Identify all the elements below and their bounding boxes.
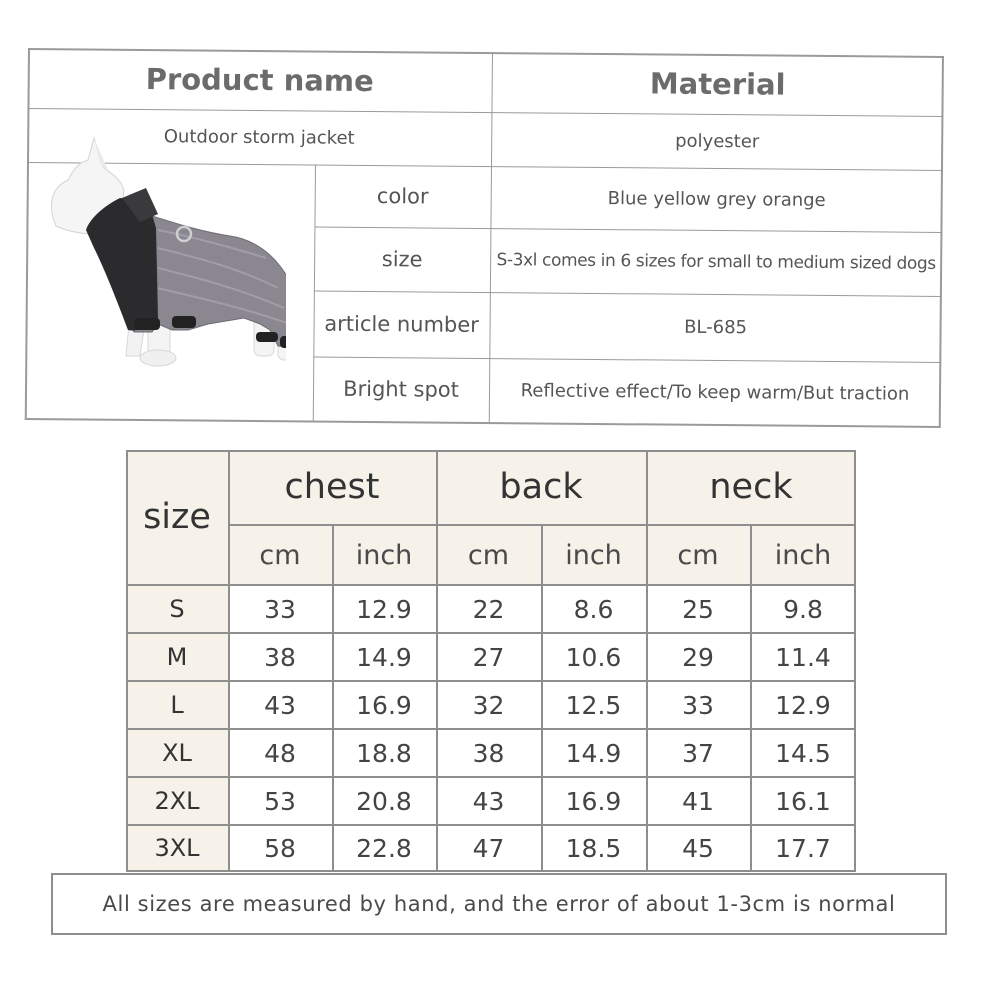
value-cell: 38 [472,738,505,768]
product-image [8,118,286,368]
value-cell: 14.5 [775,738,831,768]
value-cell: 33 [264,594,296,624]
back-header: back [499,467,583,507]
value-cell: 43 [264,690,296,720]
bright-spot-label: Bright spot [343,376,460,402]
value-cell: 37 [682,738,714,768]
value-cell: 12.9 [775,690,831,720]
neck-inch-header: inch [774,539,832,571]
value-cell: 16.1 [775,786,831,816]
value-cell: 17.7 [775,833,831,863]
value-cell: 11.4 [775,642,831,672]
value-cell: 53 [264,786,296,816]
value-cell: 14.9 [356,642,412,672]
size-cell: 2XL [154,787,200,815]
value-cell: 8.6 [573,594,614,624]
size-cell: S [169,595,185,623]
size-label: size [381,247,423,272]
back-cm-header: cm [467,539,510,571]
value-cell: 41 [682,786,714,816]
product-name-header: Product name [145,62,374,99]
back-inch-header: inch [565,539,622,571]
value-cell: 12.9 [356,594,412,624]
size-cell: XL [162,739,192,767]
product-name-value: Outdoor storm jacket [163,125,355,149]
value-cell: 18.8 [356,738,412,768]
color-label: color [376,184,429,209]
value-cell: 45 [682,833,714,863]
value-cell: 48 [264,738,296,768]
value-cell: 16.9 [565,786,622,816]
size-chart [126,450,856,872]
neck-header: neck [709,467,793,507]
value-cell: 22 [472,594,505,624]
value-cell: 29 [682,642,714,672]
value-cell: 20.8 [356,786,412,816]
material-header: Material [649,66,786,102]
value-cell: 9.8 [783,594,823,624]
size-cell: L [170,691,184,719]
article-number-value: BL-685 [684,316,748,338]
size-cell: 3XL [154,834,200,862]
chest-cm-header: cm [259,539,301,571]
chest-inch-header: inch [355,539,413,571]
value-cell: 32 [472,690,505,720]
bright-spot-value: Reflective effect/To keep warm/But traction [520,379,910,405]
neck-cm-header: cm [677,539,719,571]
size-header: size [143,497,211,537]
size-cell: M [166,643,188,671]
value-cell: 16.9 [356,690,412,720]
value-cell: 43 [472,786,505,816]
size-value: S-3xl comes in 6 sizes for small to medium sized dogs [496,250,936,274]
value-cell: 22.8 [356,833,412,863]
value-cell: 27 [472,642,505,672]
value-cell: 10.6 [565,642,622,672]
value-cell: 58 [264,833,296,863]
measurement-note: All sizes are measured by hand, and the error of about 1-3cm is normal [51,873,947,935]
value-cell: 18.5 [565,833,622,863]
value-cell: 33 [682,690,714,720]
value-cell: 38 [264,642,296,672]
article-number-label: article number [324,311,479,337]
color-value: Blue yellow grey orange [607,187,826,211]
material-value: polyester [675,130,760,152]
value-cell: 12.5 [565,690,622,720]
value-cell: 47 [472,833,505,863]
chest-header: chest [284,467,380,507]
value-cell: 25 [682,594,714,624]
value-cell: 14.9 [565,738,622,768]
